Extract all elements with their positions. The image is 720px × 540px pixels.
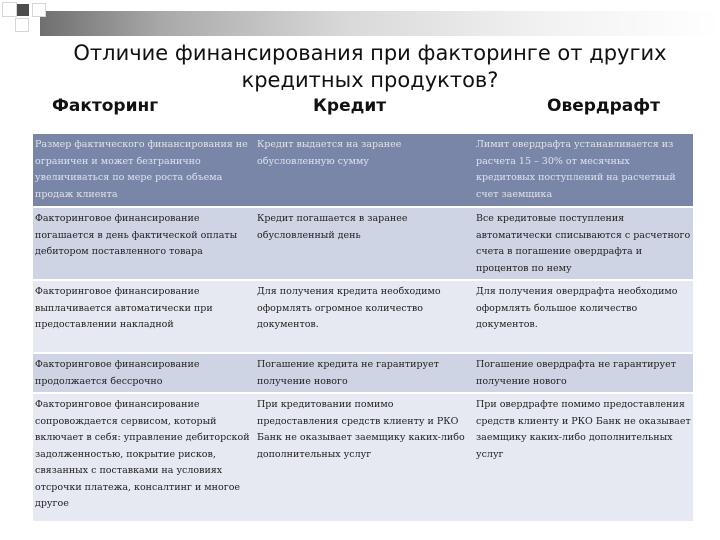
table-cell-factoring: Размер фактического финансирования не ограничен и может безгранично увеличиваться по мере роста объема продаж клиента: [33, 134, 255, 208]
table-row: [33, 208, 693, 281]
table-row: [33, 134, 693, 208]
table-cell-credit: Погашение кредита не гарантирует получение нового: [255, 354, 474, 394]
table-cell-overdraft: Лимит овердрафта устанавливается из расчета 15 – 30% от месячных кредитовых поступлений на расчетный счет заемщика: [474, 134, 693, 208]
column-header-overdraft: Овердрафт: [547, 96, 660, 116]
slide-title: Отличие финансирования при факторинге от других кредитных продуктов?: [73, 41, 667, 92]
table-cell-credit: Кредит выдается на заранее обусловленную сумму: [255, 134, 474, 208]
table-cell-factoring: Факторинговое финансирование выплачивается автоматически при предоставлении накладной: [33, 281, 255, 354]
table-cell-overdraft: При овердрафте помимо предоставления средств клиенту и РКО Банк не оказывает заемщику каких-либо дополнительных услуг: [474, 394, 693, 523]
comparison-table: [33, 134, 693, 523]
column-header-factoring: Факторинг: [52, 96, 159, 116]
decorative-square-icon: [32, 3, 46, 17]
table-row: [33, 281, 693, 354]
table-cell-factoring: Факторинговое финансирование погашается в день фактической оплаты дебитором поставленного товара: [33, 208, 255, 281]
table-cell-overdraft: Для получения овердрафта необходимо оформлять большое количество документов.: [474, 281, 693, 354]
decorative-square-icon: [15, 18, 29, 32]
table-cell-factoring: Факторинговое финансирование продолжается бессрочно: [33, 354, 255, 394]
table-row: [33, 354, 693, 394]
table-row: [33, 394, 693, 523]
table-cell-overdraft: Погашение овердрафта не гарантирует получение нового: [474, 354, 693, 394]
table-cell-overdraft: Все кредитовые поступления автоматически списываются с расчетного счета в погашение овердрафта и процентов по нему: [474, 208, 693, 281]
decorative-header-bar: [40, 11, 720, 36]
decorative-square-icon: [17, 4, 29, 16]
decorative-square-icon: [2, 2, 17, 17]
table-cell-credit: При кредитовании помимо предоставления средств клиенту и РКО Банк не оказывает заемщику каких-либо дополнительных услуг: [255, 394, 474, 523]
table-cell-credit: Кредит погашается в заранее обусловленный день: [255, 208, 474, 281]
column-header-credit: Кредит: [313, 96, 387, 116]
table-cell-credit: Для получения кредита необходимо оформлять огромное количество документов.: [255, 281, 474, 354]
table-cell-factoring: Факторинговое финансирование сопровождается сервисом, который включает в себя: управление дебиторской задолженностью, покрытие рисков, связанных с поставками на условиях отсрочки платежа, консалтинг и многое другое: [33, 394, 255, 523]
